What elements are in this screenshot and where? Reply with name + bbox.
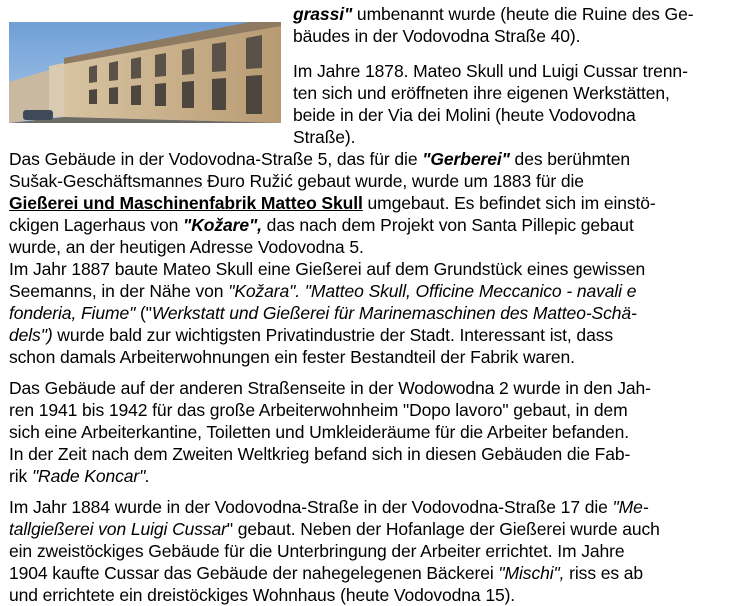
text-line: Sušak-Geschäftsmannes Đuro Ružić gebaut wurde, wurde um 1883 für die [9, 171, 584, 191]
text-line [9, 302, 637, 324]
italic-span: grassi" [293, 4, 353, 24]
text-line: Im Jahre 1878. Mateo Skull und Luigi Cussar trenn- [293, 61, 688, 81]
text-line [9, 562, 643, 584]
text-span: Seemanns, in der Nähe von [9, 281, 229, 301]
text-span: ckigen Lagerhaus von [9, 215, 183, 235]
text-line [9, 214, 634, 236]
text-line [9, 192, 656, 214]
text-line: Das Gebäude auf der anderen Straßenseite in der Wodowodna 2 wurde in den Jah- [9, 378, 651, 398]
italic-span: "Kožara". "Matteo Skull, Officine Meccanico - navali e [228, 281, 637, 301]
italic-span: fonderia, Fiume" [9, 303, 136, 323]
text-span: rik [9, 466, 32, 486]
company-name: Gießerei und Maschinenfabrik Matteo Skull [9, 193, 363, 213]
text-span: " gebaut. Neben der Hofanlage der Gießerei wurde auch [226, 519, 660, 539]
italic-span: Werkstatt und Gießerei für Marinemaschinen des Matteo-Schä- [151, 303, 637, 323]
text-line: und errichtete ein dreistöckiges Wohnhaus (heute Vodovodna 15). [9, 585, 516, 605]
text-line: sich eine Arbeiterkantine, Toiletten und Umkleideräume für die Arbeiter befanden. [9, 422, 630, 442]
text-line: beide in der Via dei Molini (heute Vodovodna [293, 105, 636, 125]
text-span: riss es ab [564, 563, 644, 583]
text-line [293, 3, 693, 25]
text-span: umbenannt wurde (heute die Ruine des Ge- [352, 4, 694, 24]
italic-span: "Me- [612, 497, 649, 517]
text-line: Straße). [293, 127, 356, 147]
text-line: ein zweistöckiges Gebäude für die Unterbringung der Arbeiter errichtet. Im Jahre [9, 541, 625, 561]
text-line: ten sich und eröffneten ihre eigenen Werkstätten, [293, 83, 670, 103]
text-span: wurde bald zur wichtigsten Privatindustrie der Stadt. Interessant ist, dass [52, 325, 613, 345]
italic-span: dels") [9, 325, 53, 345]
text-line: In der Zeit nach dem Zweiten Weltkrieg befand sich in diesen Gebäuden die Fab- [9, 444, 631, 464]
italic-span: "Mischi", [498, 563, 565, 583]
text-span: des berühmten [509, 149, 630, 169]
text-line: bäudes in der Vodovodna Straße 40). [293, 26, 581, 46]
text-span: das nach dem Projekt von Santa Pillepic gebaut [261, 215, 634, 235]
text-line: wurde, an der heutigen Adresse Vodovodna 5. [9, 237, 364, 257]
text-line [9, 518, 660, 540]
text-span: umgebaut. Es befindet sich im einstö- [362, 193, 656, 213]
text-line: Im Jahr 1887 baute Mateo Skull eine Gießerei auf dem Grundstück eines gewissen [9, 259, 646, 279]
italic-span: "Rade Koncar". [31, 466, 150, 486]
text-span: 1904 kaufte Cussar das Gebäude der nahegelegenen Bäckerei [9, 563, 499, 583]
text-line [9, 465, 150, 487]
text-span: Das Gebäude in der Vodovodna-Straße 5, das für die [9, 149, 423, 169]
italic-span: "Gerberei" [422, 149, 510, 169]
text-line: ren 1941 bis 1942 für das große Arbeiterwohnheim "Dopo lavoro" gebaut, in dem [9, 400, 628, 420]
text-line [9, 324, 613, 346]
text-line [9, 280, 636, 302]
text-line: schon damals Arbeiterwohnungen ein fester Bestandteil der Fabrik waren. [9, 347, 575, 367]
text-span: Im Jahr 1884 wurde in der Vodovodna-Straße in der Vodovodna-Straße 17 die [9, 497, 613, 517]
building-photo [9, 22, 281, 123]
text-line [9, 148, 630, 170]
italic-span: "Kožare", [183, 215, 262, 235]
text-line [9, 496, 648, 518]
text-span: (" [135, 303, 152, 323]
italic-span: tallgießerei von Luigi Cussar [9, 519, 227, 539]
